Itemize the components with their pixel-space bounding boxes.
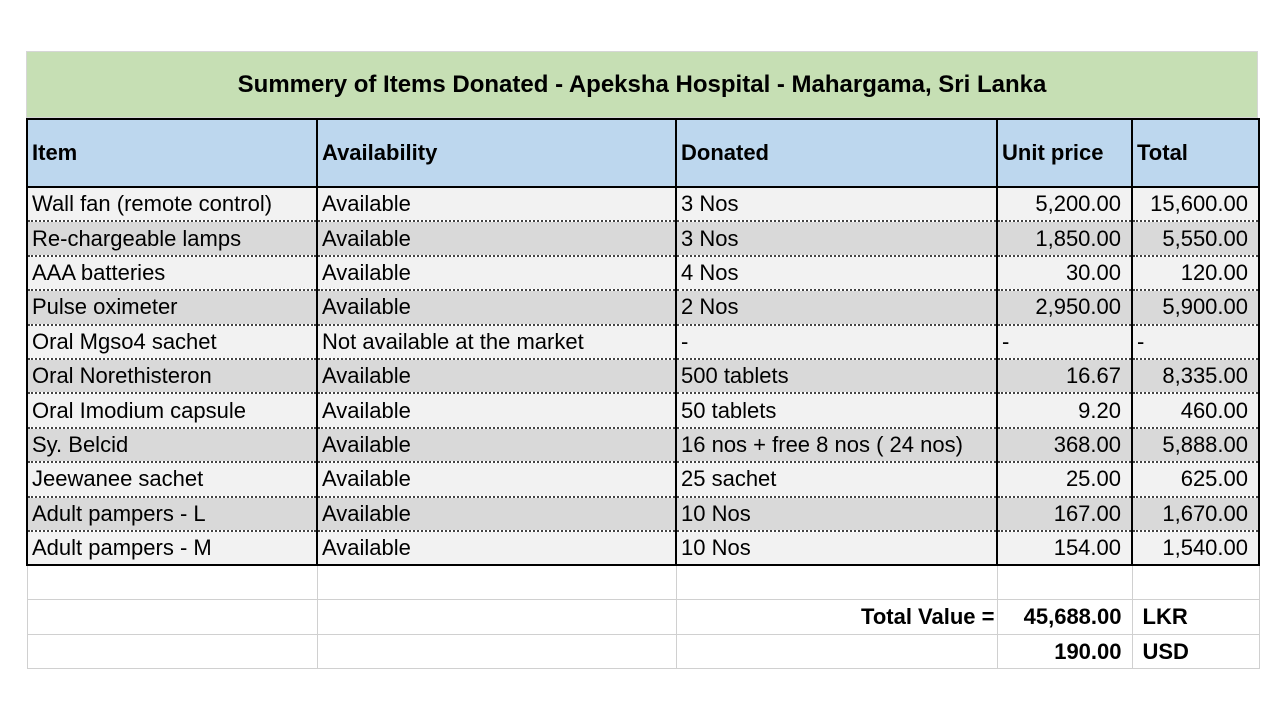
cell-availability: Available [317, 462, 676, 496]
donation-table [26, 118, 1260, 669]
table-row [27, 359, 1259, 393]
currency-usd: USD [1132, 634, 1259, 669]
cell-availability: Available [317, 497, 676, 531]
cell-unit-price: 2,950.00 [997, 290, 1132, 324]
header-item: Item [27, 119, 317, 187]
cell-donated: 16 nos + free 8 nos ( 24 nos) [676, 428, 997, 462]
cell-total: 1,540.00 [1132, 531, 1259, 565]
table-row [27, 497, 1259, 531]
cell-item: Re-chargeable lamps [27, 221, 317, 255]
blank-row [27, 565, 1259, 600]
table-row [27, 256, 1259, 290]
table-row [27, 325, 1259, 359]
cell-total: 5,550.00 [1132, 221, 1259, 255]
currency-lkr: LKR [1132, 600, 1259, 635]
cell-item: Wall fan (remote control) [27, 187, 317, 221]
blank-cell [676, 565, 997, 600]
blank-cell [27, 565, 317, 600]
cell-total: - [1132, 325, 1259, 359]
cell-unit-price: 167.00 [997, 497, 1132, 531]
cell-unit-price: 368.00 [997, 428, 1132, 462]
cell-donated: 2 Nos [676, 290, 997, 324]
cell-unit-price: 154.00 [997, 531, 1132, 565]
title-bar [26, 51, 1258, 118]
sheet-title: Summery of Items Donated - Apeksha Hospital - Mahargama, Sri Lanka [237, 70, 1047, 98]
table-row [27, 290, 1259, 324]
total-usd-row [27, 634, 1259, 669]
total-usd-value: 190.00 [997, 634, 1132, 669]
cell-item: Jeewanee sachet [27, 462, 317, 496]
table-row [27, 428, 1259, 462]
table-row [27, 462, 1259, 496]
cell-donated: 4 Nos [676, 256, 997, 290]
header-availability: Availability [317, 119, 676, 187]
blank-cell [1132, 565, 1259, 600]
cell-unit-price: 25.00 [997, 462, 1132, 496]
cell-availability: Available [317, 256, 676, 290]
cell-availability: Not available at the market [317, 325, 676, 359]
cell-item: Oral Mgso4 sachet [27, 325, 317, 359]
cell-availability: Available [317, 187, 676, 221]
cell-donated: 500 tablets [676, 359, 997, 393]
cell-unit-price: 9.20 [997, 393, 1132, 427]
table-row [27, 531, 1259, 565]
blank-cell [27, 634, 317, 669]
cell-total: 625.00 [1132, 462, 1259, 496]
cell-availability: Available [317, 290, 676, 324]
cell-unit-price: 30.00 [997, 256, 1132, 290]
cell-donated: 50 tablets [676, 393, 997, 427]
table-row [27, 221, 1259, 255]
blank-cell [27, 600, 317, 635]
header-donated: Donated [676, 119, 997, 187]
cell-availability: Available [317, 393, 676, 427]
total-lkr-value: 45,688.00 [997, 600, 1132, 635]
cell-item: Oral Norethisteron [27, 359, 317, 393]
cell-item: Oral Imodium capsule [27, 393, 317, 427]
donation-sheet [26, 51, 1258, 669]
cell-total: 8,335.00 [1132, 359, 1259, 393]
table-row [27, 187, 1259, 221]
cell-availability: Available [317, 359, 676, 393]
header-row [27, 119, 1259, 187]
header-unit-price: Unit price [997, 119, 1132, 187]
cell-item: Pulse oximeter [27, 290, 317, 324]
cell-donated: 3 Nos [676, 221, 997, 255]
cell-total: 1,670.00 [1132, 497, 1259, 531]
cell-donated: 10 Nos [676, 531, 997, 565]
cell-item: Adult pampers - M [27, 531, 317, 565]
cell-unit-price: 1,850.00 [997, 221, 1132, 255]
blank-cell [997, 565, 1132, 600]
cell-total: 5,900.00 [1132, 290, 1259, 324]
cell-unit-price: 16.67 [997, 359, 1132, 393]
cell-item: AAA batteries [27, 256, 317, 290]
cell-total: 460.00 [1132, 393, 1259, 427]
cell-donated: 25 sachet [676, 462, 997, 496]
blank-cell [317, 600, 676, 635]
blank-cell [317, 565, 676, 600]
total-value-label: Total Value = [676, 600, 997, 635]
header-total: Total [1132, 119, 1259, 187]
summary-body [27, 565, 1259, 669]
cell-donated: 10 Nos [676, 497, 997, 531]
cell-unit-price: - [997, 325, 1132, 359]
blank-cell [317, 634, 676, 669]
cell-total: 5,888.00 [1132, 428, 1259, 462]
cell-item: Adult pampers - L [27, 497, 317, 531]
cell-unit-price: 5,200.00 [997, 187, 1132, 221]
total-lkr-row [27, 600, 1259, 635]
cell-availability: Available [317, 531, 676, 565]
cell-donated: 3 Nos [676, 187, 997, 221]
table-row [27, 393, 1259, 427]
table-header [27, 119, 1259, 187]
items-body [27, 187, 1259, 565]
cell-donated: - [676, 325, 997, 359]
blank-cell [676, 634, 997, 669]
cell-availability: Available [317, 428, 676, 462]
cell-total: 120.00 [1132, 256, 1259, 290]
cell-item: Sy. Belcid [27, 428, 317, 462]
cell-availability: Available [317, 221, 676, 255]
cell-total: 15,600.00 [1132, 187, 1259, 221]
